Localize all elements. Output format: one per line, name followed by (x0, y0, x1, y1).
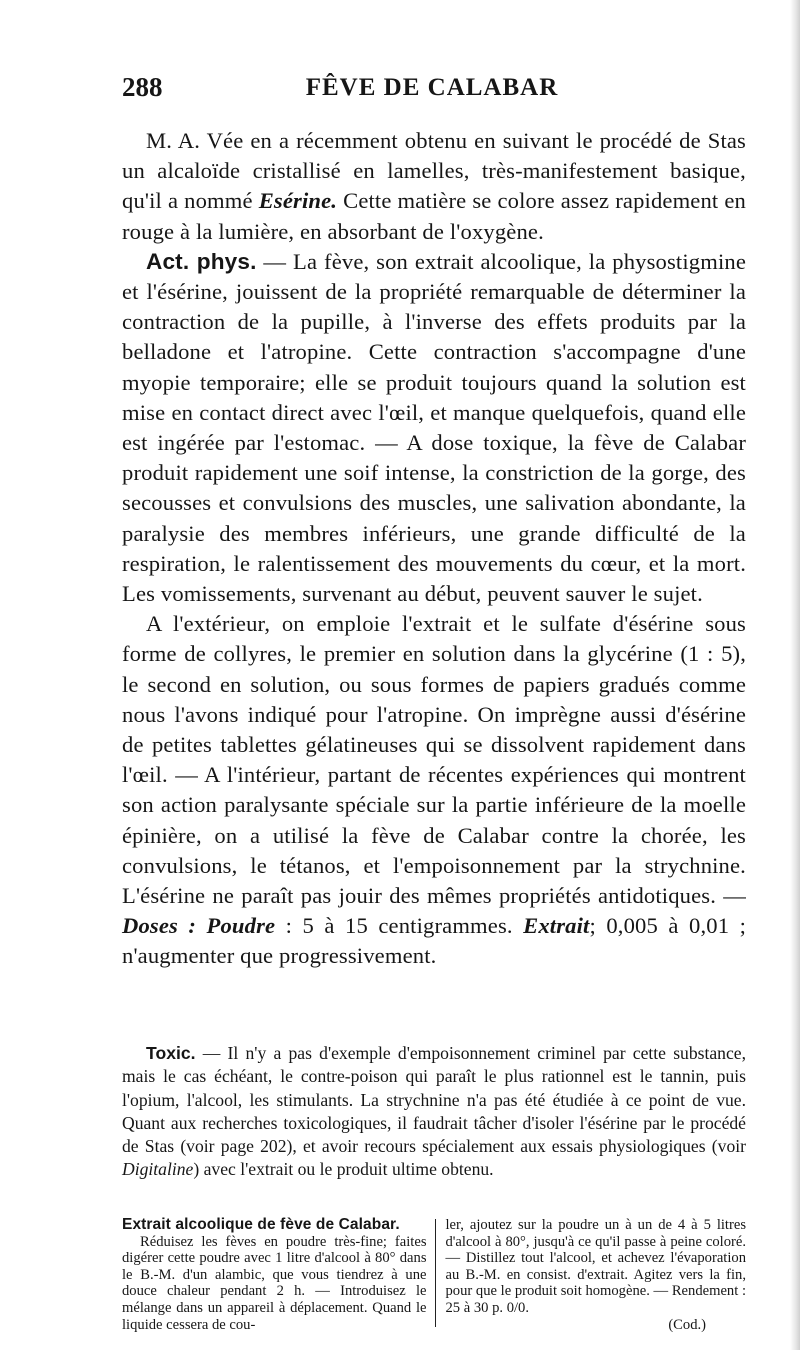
section-head-act-phys: Act. phys. (146, 248, 257, 274)
recipe-column-right (436, 1217, 747, 1333)
term-extrait: Extrait (523, 913, 590, 939)
toxic-section (122, 1042, 746, 1182)
paragraph-usage: A l'extérieur, on emploie l'extrait et le sulfate d'ésérine sous forme de collyres, le premier en solution dans la glycérine (1 : 5), le second en solution, ou sous formes de papiers gradués comme nous l'avons indiqué pour l'atropine. On imprègne aussi d'ésérine de petites tablettes gélatineuses qui se dissolvent rapidement dans l'œil. — A l'intérieur, partant de récentes expériences qui montrent son action paralysante spéciale sur la partie inférieure de la moelle épinière, on a utilisé la fève de Calabar contre la chorée, les convulsions, le tétanos, et l'empoisonnement par la strychnine. L'ésérine ne paraît pas jouir des mêmes propriétés antidotiques. — Doses : Poudre : 5 à 15 centigrammes. Extrait; 0,005 à 0,01 ; n'augmenter que progressivement. (122, 611, 747, 969)
source-citation: (Cod.) (668, 1316, 707, 1333)
running-title: FÊVE DE CALABAR (305, 74, 559, 101)
recipe-title: Extrait alcoolique de fève de Calabar. (122, 1216, 400, 1233)
recipe-text-right: ler, ajoutez sur la poudre un à un de 4 à 5 litres d'alcool à 80°, jusqu'à ce qu'il passe à peine coloré. — Distillez tout l'alcool, et achevez l'évaporation au B.-M. en consist. d'extrait. Agitez vers la fin, pour que le produit soit homogène. — Rendement : 25 à 30 p. 0/0. (445, 1217, 747, 1316)
section-head-toxic: Toxic. (146, 1043, 196, 1063)
paragraph-eserine: M. A. Vée en a récemment obtenu en suivant le procédé de Stas un alcaloïde cristallisé en lamelles, très-manifestement basique, qu'il a nommé Esérine. Cette matière se colore assez rapidement en rouge à la lumière, en absorbant de l'oxygène. (122, 128, 746, 244)
page-number: 288 (122, 72, 163, 102)
page-header (122, 72, 742, 112)
paragraph-action-physiologique: Act. phys. — La fève, son extrait alcoolique, la physostigmine et l'ésérine, jouissent de la propriété remarquable de déterminer la contraction de la pupille, à l'inverse des effets produits par la belladone et l'atropine. Cette contraction s'accompagne d'une myopie temporaire; elle se produit toujours quand la solution est mise en contact direct avec l'œil, et manque quelquefois, quand elle est ingérée par l'estomac. — A dose toxique, la fève de Calabar produit rapidement une soif intense, la constriction de la gorge, des secousses et convulsions des muscles, une salivation abondante, la paralysie des membres inférieurs, une grande difficulté de la respiration, le ralentissement des mouvements du cœur, et la mort. Les vomissements, survenant au début, peuvent sauver le sujet. (122, 248, 746, 607)
recipe-text-left: Réduisez les fèves en poudre très-fine; faites digérer cette poudre avec 1 litre d'alcool à 80° dans le B.-M. d'un alambic, que vous tiendrez à une douce chaleur pendant 2 h. — Introduisez le mélange dans un appareil à déplacement. Quand le liquide cessera de cou- (122, 1233, 427, 1333)
term-eserine: Esérine. (258, 188, 338, 214)
main-text (122, 126, 746, 972)
paragraph-toxicology: Toxic. — Il n'y a pas d'exemple d'empoisonnement criminel par cette substance, mais le cas échéant, le contre-poison qui paraît le plus rationnel est le tannin, puis l'opium, l'alcool, les stimulants. La strychnine n'a pas été étudiée à ce point de vue. Quant aux recherches toxicologiques, il faudrait tâcher d'isoler l'ésérine par le procédé de Stas (voir page 202), et avoir recours spécialement aux essais physiologiques (voir Digitaline) avec l'extrait ou le produit ultime obtenu. (122, 1043, 746, 1180)
term-doses-poudre: Doses : Poudre (122, 913, 276, 939)
page-edge-shadow (790, 0, 800, 1350)
term-digitaline: Digitaline (122, 1159, 194, 1180)
recipe-column-left (122, 1217, 435, 1333)
extract-recipe (122, 1217, 746, 1333)
